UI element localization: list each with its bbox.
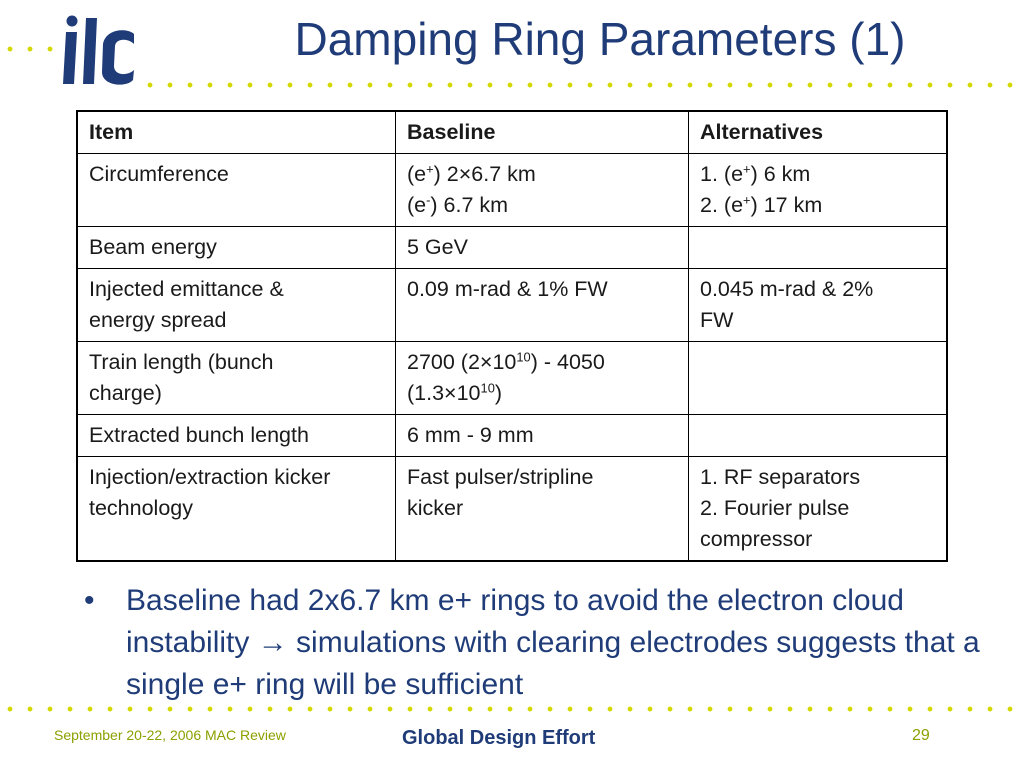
cell-line: compressor [700,527,813,551]
cell-item [77,227,396,269]
cell-alternatives [689,269,948,342]
column-header: Item [77,111,396,154]
cell-line: 5 GeV [407,235,468,259]
table-row [77,269,947,342]
cell-alternatives [689,227,948,269]
cell-line: 0.045 m-rad & 2% [700,277,874,301]
cell-alternatives [689,415,948,457]
cell-alternatives [689,154,948,227]
cell-line: Injection/extraction kicker [89,465,331,489]
table-row [77,227,947,269]
cell-item [77,342,396,415]
cell-line: $(1.3\times 10^{10})$ [407,380,503,405]
parameters-table [76,110,948,562]
cell-line: Circumference [89,162,229,186]
bullet-item [84,580,984,706]
cell-line: technology [89,496,193,520]
cell-alternatives [689,342,948,415]
cell-line: 0.09 m-rad & 1% FW [407,277,608,301]
table-header-row [77,111,947,154]
cell-line: (e+) 2×6.7 km [407,161,536,186]
cell-line: 6 mm - 9 mm [407,423,534,447]
cell-baseline [396,227,689,269]
cell-line: 2. Fourier pulse [700,496,850,520]
cell-item [77,154,396,227]
cell-baseline [396,269,689,342]
bullet-dot: • [84,584,95,617]
cell-line: 2700 $(2\times 10^{10}) - 4050$ [407,349,605,374]
cell-line: Train length (bunch [89,350,274,374]
cell-line: Extracted bunch length [89,423,309,447]
footer-date: September 20-22, 2006 MAC Review [54,727,286,743]
cell-line: FW [700,308,734,332]
footer-center-text: Global Design Effort [402,727,596,749]
bullet-list [84,580,984,706]
title-underline-dots [140,82,1024,88]
table-row [77,457,947,562]
table-body [77,154,947,562]
cell-alternatives [689,457,948,562]
cell-item [77,269,396,342]
cell-line: Fast pulser/stripline [407,465,594,489]
page-number: 29 [912,727,930,744]
table-row [77,154,947,227]
cell-line: kicker [407,496,464,520]
table-row [77,342,947,415]
cell-item [77,457,396,562]
cell-baseline [396,457,689,562]
cell-item [77,415,396,457]
cell-line: 1. (e+) 6 km [700,161,811,186]
cell-line: Beam energy [89,235,217,259]
top-left-dots [0,46,64,52]
table-row [77,415,947,457]
cell-baseline [396,342,689,415]
footer-dots [0,706,1024,712]
ilc-logo [62,14,142,90]
cell-baseline [396,415,689,457]
bullet-text: Baseline had 2x6.7 km e+ rings to avoid the electron cloud instability → simulations with clearing electrodes suggests that a single e+ ring will be sufficient [126,584,980,701]
cell-line: (e-) 6.7 km [407,192,509,217]
cell-line: energy spread [89,308,227,332]
cell-baseline [396,154,689,227]
column-header: Alternatives [689,111,948,154]
cell-line: charge) [89,381,162,405]
slide-title: Damping Ring Parameters (1) [294,13,906,65]
cell-line: Injected emittance & [89,277,284,301]
column-header: Baseline [396,111,689,154]
cell-line: 2. (e+) 17 km [700,192,823,217]
cell-line: 1. RF separators [700,465,861,489]
